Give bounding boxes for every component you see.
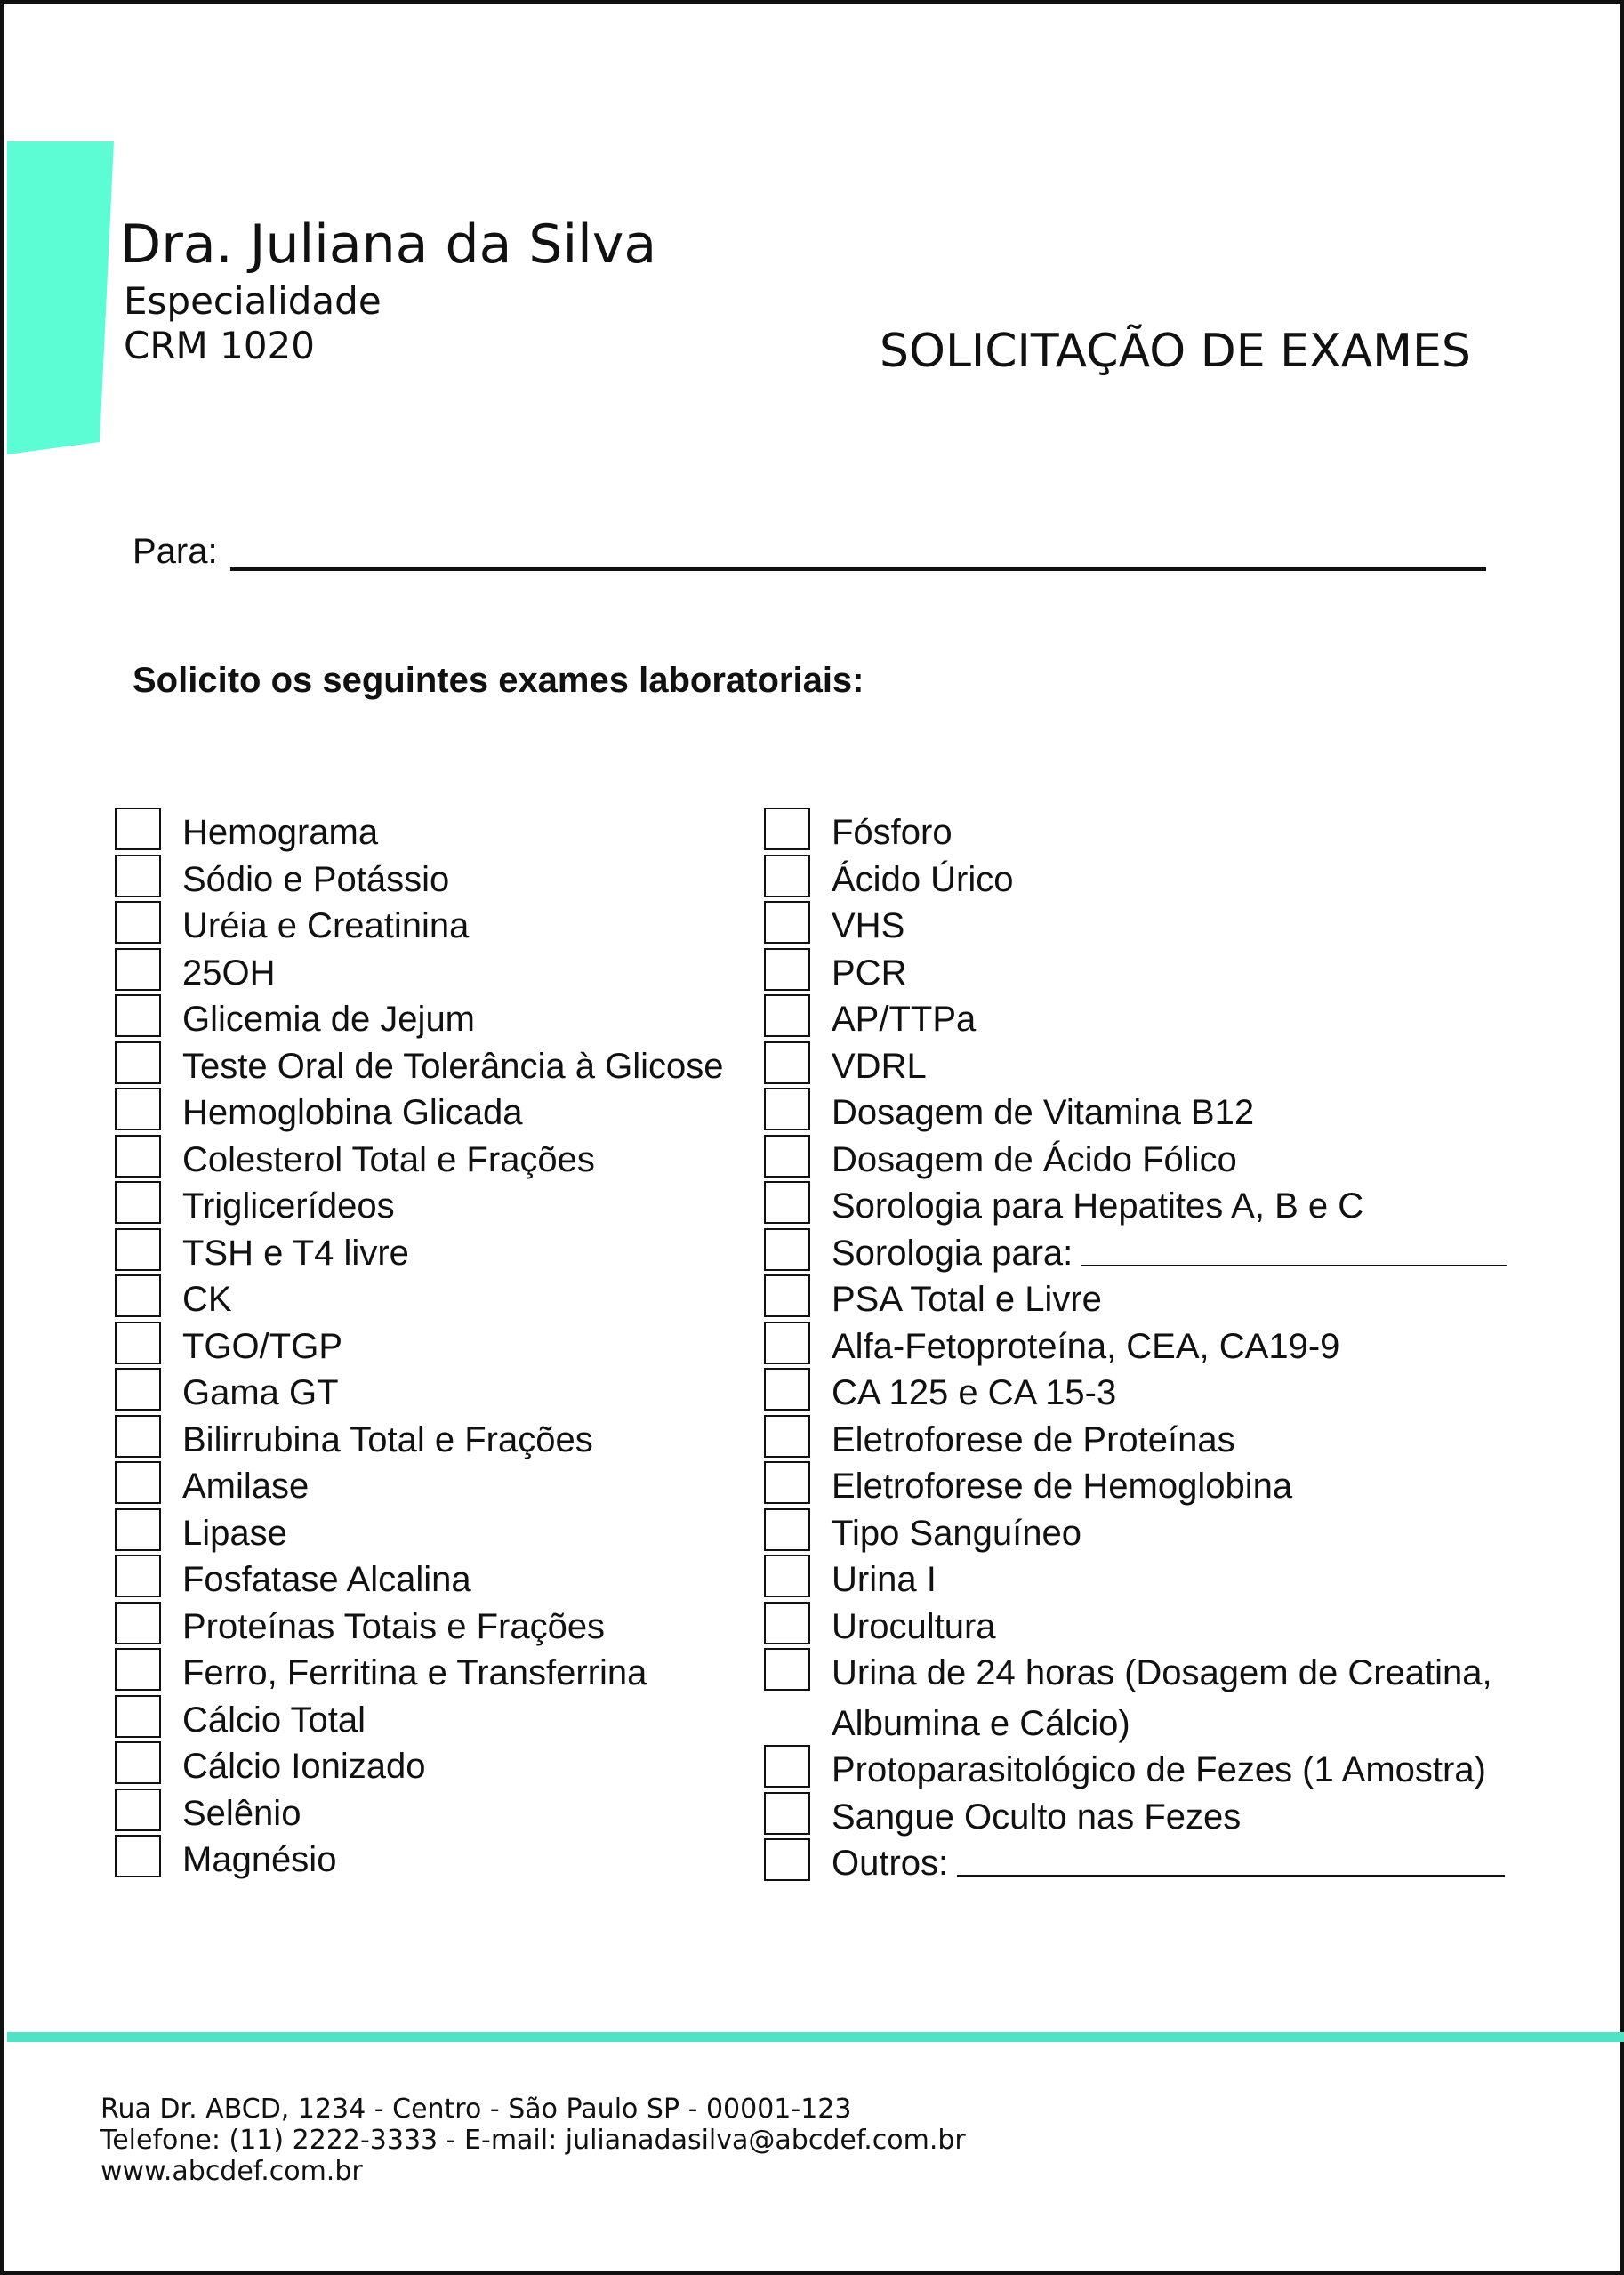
exam-label xyxy=(182,1648,755,1699)
exam-label-text: PCR xyxy=(832,953,907,993)
exam-label xyxy=(832,1181,1547,1232)
exam-checkbox[interactable] xyxy=(764,1322,810,1364)
exam-label-text: Hemoglobina Glicada xyxy=(182,1093,523,1132)
exam-label-text: Colesterol Total e Frações xyxy=(182,1139,595,1179)
exam-item xyxy=(115,1461,755,1512)
exam-checkbox[interactable] xyxy=(764,1228,810,1271)
exam-label xyxy=(832,1555,1547,1605)
exam-label-text: Hemograma xyxy=(182,813,379,852)
exam-checkbox[interactable] xyxy=(115,948,161,991)
exam-label-text: TSH e T4 livre xyxy=(182,1233,409,1273)
exam-item xyxy=(115,1041,755,1092)
exam-checkbox[interactable] xyxy=(764,994,810,1037)
exam-item xyxy=(764,1648,1547,1748)
exam-checkbox[interactable] xyxy=(764,1745,810,1788)
exam-item xyxy=(115,808,755,858)
exam-checkbox[interactable] xyxy=(764,1041,810,1084)
exam-checkbox[interactable] xyxy=(115,1135,161,1178)
exam-checkbox[interactable] xyxy=(115,1041,161,1084)
exam-checkbox[interactable] xyxy=(115,1695,161,1738)
exam-label xyxy=(832,1648,1534,1748)
exam-label-text: Bilirrubina Total e Frações xyxy=(182,1419,593,1459)
exam-label xyxy=(182,1228,755,1279)
exam-label xyxy=(832,1041,1547,1092)
exam-item xyxy=(115,1555,755,1605)
exam-label-text: Amilase xyxy=(182,1467,310,1506)
exam-label-text: Selênio xyxy=(182,1793,301,1833)
exam-checkbox[interactable] xyxy=(115,1789,161,1831)
exam-label-text: Protoparasitológico de Fezes (1 Amostra) xyxy=(832,1750,1486,1789)
exam-label-text: Fosfatase Alcalina xyxy=(182,1560,471,1599)
exam-item xyxy=(764,1274,1547,1325)
footer-contact: Telefone: (11) 2222-3333 - E-mail: julianadasilva@abcdef.com.br xyxy=(100,2125,966,2156)
request-heading: Solicito os seguintes exames laboratoriais: xyxy=(133,661,864,700)
exam-checkbox[interactable] xyxy=(115,1088,161,1130)
exam-item xyxy=(764,1602,1547,1652)
exam-checkbox[interactable] xyxy=(115,1322,161,1364)
footer-divider xyxy=(7,2032,1624,2042)
exam-label-text: Glicemia de Jejum xyxy=(182,1000,476,1039)
accent-tab-decoration xyxy=(7,141,114,454)
exam-item xyxy=(764,1228,1547,1279)
exam-label-text: Alfa-Fetoproteína, CEA, CA19-9 xyxy=(832,1326,1340,1366)
exam-item xyxy=(764,1792,1547,1843)
exam-checkbox[interactable] xyxy=(115,1368,161,1411)
exam-label xyxy=(182,1555,755,1605)
exam-label xyxy=(182,1695,755,1746)
exam-label-text: Proteínas Totais e Frações xyxy=(182,1606,606,1646)
form-title: SOLICITAÇÃO DE EXAMES xyxy=(880,325,1471,378)
exam-item xyxy=(115,1368,755,1419)
exam-item xyxy=(115,901,755,952)
exam-label xyxy=(182,808,755,858)
exam-label xyxy=(832,1838,1547,1889)
exam-label xyxy=(832,1745,1547,1796)
doctor-crm: CRM 1020 xyxy=(124,324,315,367)
exam-checkbox[interactable] xyxy=(115,855,161,897)
exam-label-text: Eletroforese de Hemoglobina xyxy=(832,1467,1293,1506)
exam-label xyxy=(832,1602,1547,1652)
exam-label-text: Sangue Oculto nas Fezes xyxy=(832,1797,1242,1837)
doctor-name: Dra. Juliana da Silva xyxy=(120,213,657,276)
exam-label-text: Sorologia para: xyxy=(832,1233,1073,1273)
exam-item xyxy=(764,1415,1547,1466)
exam-item xyxy=(764,808,1547,858)
exam-item xyxy=(764,1135,1547,1186)
exam-label xyxy=(832,1135,1547,1186)
exam-label xyxy=(182,1088,755,1138)
exam-checkbox[interactable] xyxy=(764,1088,810,1130)
exam-label-text: Triglicerídeos xyxy=(182,1186,395,1226)
exam-checkbox[interactable] xyxy=(764,1792,810,1835)
exam-checkbox[interactable] xyxy=(115,901,161,944)
exam-label-text: Dosagem de Vitamina B12 xyxy=(832,1093,1255,1132)
exam-item xyxy=(115,1695,755,1746)
exam-label-text: Eletroforese de Proteínas xyxy=(832,1419,1235,1459)
exam-checkbox[interactable] xyxy=(764,1135,810,1178)
recipient-row xyxy=(133,531,1490,575)
exam-label-text: AP/TTPa xyxy=(832,1000,977,1039)
exam-label-text: Gama GT xyxy=(182,1373,339,1412)
exam-checkbox[interactable] xyxy=(764,1555,810,1597)
exam-label xyxy=(182,1789,755,1839)
exam-label xyxy=(182,1368,755,1419)
exam-label xyxy=(182,1415,755,1466)
exam-label xyxy=(832,948,1547,999)
exam-label-text: Lipase xyxy=(182,1513,287,1553)
exam-item xyxy=(764,994,1547,1045)
recipient-blank-line[interactable] xyxy=(230,567,1486,571)
exam-checkbox[interactable] xyxy=(115,1555,161,1597)
exam-item xyxy=(764,1838,1547,1889)
exam-item xyxy=(764,1088,1547,1138)
exam-checkbox[interactable] xyxy=(764,948,810,991)
exam-item xyxy=(764,948,1547,999)
exam-label xyxy=(182,1135,755,1186)
exam-label-text: Teste Oral de Tolerância à Glicose xyxy=(182,1046,724,1086)
exam-label-text: VHS xyxy=(832,906,905,945)
exam-item xyxy=(764,1181,1547,1232)
exam-label xyxy=(182,994,755,1045)
exam-item xyxy=(764,1508,1547,1559)
exam-label-text: Urina de 24 horas (Dosagem de Creatina, Albumina e Cálcio) xyxy=(832,1653,1492,1743)
exam-label-text: PSA Total e Livre xyxy=(832,1280,1102,1319)
exam-list-left xyxy=(115,811,755,1885)
exam-label-text: Ácido Úrico xyxy=(832,859,1014,899)
exam-checkbox[interactable] xyxy=(764,855,810,897)
write-in-line[interactable] xyxy=(1081,1265,1507,1266)
exam-item xyxy=(115,1415,755,1466)
exam-label xyxy=(182,948,755,999)
exam-label xyxy=(832,1368,1547,1419)
exam-item xyxy=(115,1789,755,1839)
exam-label xyxy=(182,1181,755,1232)
accent-tab-shape xyxy=(7,141,114,454)
exam-item xyxy=(115,1181,755,1232)
exam-label-text: CK xyxy=(182,1280,232,1319)
exam-checkbox[interactable] xyxy=(115,1181,161,1224)
exam-item xyxy=(764,1322,1547,1372)
exam-label xyxy=(182,855,755,905)
exam-item xyxy=(764,1555,1547,1605)
exam-label-text: Tipo Sanguíneo xyxy=(832,1513,1081,1553)
exam-checkbox[interactable] xyxy=(764,1181,810,1224)
exam-label xyxy=(182,1508,755,1559)
exam-label-text: Sódio e Potássio xyxy=(182,859,450,899)
exam-checkbox[interactable] xyxy=(764,1838,810,1881)
exam-label xyxy=(182,1322,755,1372)
exam-checkbox[interactable] xyxy=(115,1602,161,1644)
exam-label-text: Cálcio Ionizado xyxy=(182,1747,426,1786)
exam-checkbox[interactable] xyxy=(115,808,161,850)
exam-checkbox[interactable] xyxy=(115,1835,161,1877)
exam-label xyxy=(182,1461,755,1512)
exam-label-text: Sorologia para Hepatites A, B e C xyxy=(832,1186,1364,1226)
exam-label-text: Urocultura xyxy=(832,1606,996,1646)
exam-label xyxy=(182,1741,755,1792)
exam-label xyxy=(832,1322,1547,1372)
write-in-line[interactable] xyxy=(957,1875,1505,1877)
exam-label xyxy=(832,1274,1547,1325)
exam-item xyxy=(115,1741,755,1792)
exam-label xyxy=(832,1228,1547,1279)
exam-item xyxy=(115,1835,755,1885)
exam-item xyxy=(115,1228,755,1279)
exam-label xyxy=(182,1041,755,1092)
exam-checkbox[interactable] xyxy=(764,1602,810,1644)
exam-item xyxy=(764,1041,1547,1092)
exam-item xyxy=(115,1135,755,1186)
exam-item xyxy=(115,1322,755,1372)
exam-label-text: 25OH xyxy=(182,953,276,993)
exam-label-text: Uréia e Creatinina xyxy=(182,906,470,945)
exam-checkbox[interactable] xyxy=(115,994,161,1037)
exam-item xyxy=(115,1602,755,1652)
exam-checkbox[interactable] xyxy=(115,1508,161,1551)
exam-checkbox[interactable] xyxy=(115,1741,161,1784)
exam-label xyxy=(182,1835,755,1885)
exam-label-text: Urina I xyxy=(832,1560,937,1599)
exam-item xyxy=(115,948,755,999)
exam-item xyxy=(115,1274,755,1325)
exam-item xyxy=(115,1088,755,1138)
footer-website: www.abcdef.com.br xyxy=(100,2156,363,2187)
exam-label xyxy=(832,808,1547,858)
exam-checkbox[interactable] xyxy=(764,1274,810,1317)
exam-checkbox[interactable] xyxy=(764,1368,810,1411)
exam-checkbox[interactable] xyxy=(764,808,810,850)
exam-label-text: Fósforo xyxy=(832,813,953,852)
exam-label-text: Cálcio Total xyxy=(182,1700,366,1740)
exam-label xyxy=(832,1415,1547,1466)
exam-label xyxy=(182,901,755,952)
exam-label-text: CA 125 e CA 15-3 xyxy=(832,1373,1117,1412)
exam-label-text: VDRL xyxy=(832,1046,927,1086)
exam-checkbox[interactable] xyxy=(764,1508,810,1551)
exam-item xyxy=(115,1648,755,1699)
exam-label-text: Magnésio xyxy=(182,1840,337,1879)
exam-label-text: TGO/TGP xyxy=(182,1326,342,1366)
exam-label xyxy=(182,1602,755,1652)
exam-item xyxy=(764,855,1547,905)
exam-item xyxy=(764,1461,1547,1512)
exam-checkbox[interactable] xyxy=(115,1461,161,1504)
exam-label xyxy=(832,1792,1547,1843)
exam-label xyxy=(832,994,1547,1045)
exam-label-text: Outros: xyxy=(832,1844,949,1883)
exam-label-text: Ferro, Ferritina e Transferrina xyxy=(182,1653,647,1692)
exam-item xyxy=(115,1508,755,1559)
exam-checkbox[interactable] xyxy=(115,1228,161,1271)
exam-label xyxy=(832,855,1547,905)
exam-item xyxy=(115,855,755,905)
exam-label xyxy=(832,1088,1547,1138)
exam-item xyxy=(764,1368,1547,1419)
exam-checkbox[interactable] xyxy=(115,1415,161,1458)
exam-label-text: Dosagem de Ácido Fólico xyxy=(832,1139,1237,1179)
footer xyxy=(100,2094,966,2187)
exam-label xyxy=(182,1274,755,1325)
exam-item xyxy=(764,901,1547,952)
exam-checkbox[interactable] xyxy=(115,1274,161,1317)
exam-checkbox[interactable] xyxy=(115,1648,161,1691)
doctor-specialty: Especialidade xyxy=(124,279,382,323)
exam-checkbox[interactable] xyxy=(764,1461,810,1504)
exam-item xyxy=(115,994,755,1045)
recipient-label: Para: xyxy=(133,532,218,571)
exam-label xyxy=(832,1461,1547,1512)
exam-checkbox[interactable] xyxy=(764,901,810,944)
exam-list-right xyxy=(764,811,1547,1889)
exam-item xyxy=(764,1745,1547,1796)
exam-checkbox[interactable] xyxy=(764,1648,810,1691)
exam-checkbox[interactable] xyxy=(764,1415,810,1458)
exam-label xyxy=(832,1508,1547,1559)
exam-label xyxy=(832,901,1547,952)
footer-address: Rua Dr. ABCD, 1234 - Centro - São Paulo SP - 00001-123 xyxy=(100,2094,852,2125)
